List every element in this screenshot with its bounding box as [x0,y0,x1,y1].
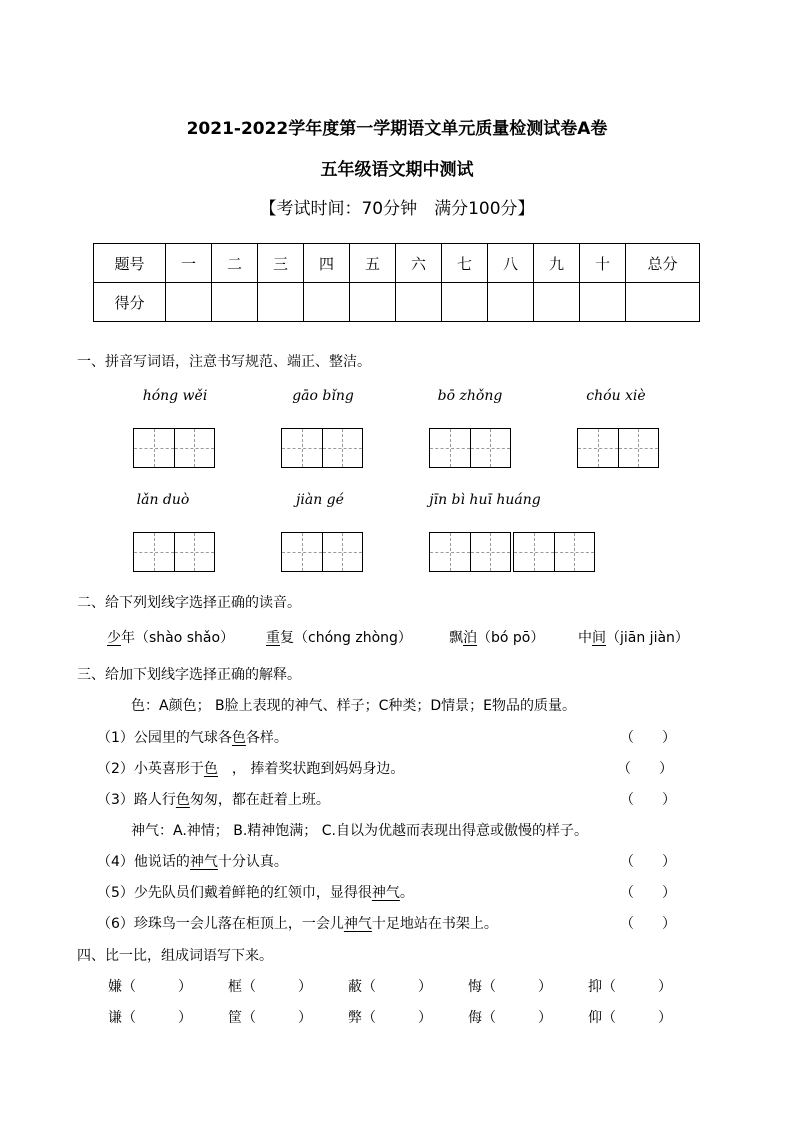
exam-subtitle: 五年级语文期中测试 [320,160,474,180]
underlined-char: 泊 [463,630,477,646]
underlined-word: 色 [175,792,190,808]
word-compare-item[interactable]: 弊（ ） [348,1010,432,1026]
word-compare-item[interactable]: 抑（ ） [588,979,672,995]
reading-item-options: （bó pō） [477,630,545,646]
answer-blank[interactable]: （ ） [620,854,676,870]
writing-grid[interactable] [429,532,511,572]
reading-item [449,627,544,647]
question-text: 十分认真。 [217,854,288,870]
reading-item-options: 复（chóng zhòng） [280,630,412,646]
score-table-cell: 六 [396,244,442,283]
pinyin-label: bō zhǒng [437,388,503,404]
exam-info: 【考试时间：70分钟 满分100分】 [259,199,535,219]
score-input-cell[interactable] [304,283,350,322]
score-table-cell: 总分 [626,244,700,283]
question-text: 。 [399,885,414,901]
reading-item-pre: 中 [578,630,592,646]
score-table-cell: 题号 [94,244,166,283]
answer-blank[interactable]: （ ） [620,916,676,932]
score-table-cell: 一 [166,244,212,283]
question-item [97,913,498,933]
score-table-cell: 八 [488,244,534,283]
question-text: 十足地站在书架上。 [371,916,498,932]
score-table-cell: 七 [442,244,488,283]
writing-grid[interactable] [577,428,659,468]
question-item [97,789,330,809]
writing-grid[interactable] [133,428,215,468]
answer-blank[interactable]: （ ） [620,730,676,746]
answer-blank[interactable]: （ ） [620,885,676,901]
underlined-char: 间 [592,630,606,646]
underlined-char: 少 [107,630,121,646]
section1-heading: 一、拼音写词语，注意书写规范、端正、整洁。 [77,354,371,370]
question-text: （6）珍珠鸟一会儿落在柜顶上，一会儿 [97,916,344,932]
word-compare-item[interactable]: 侮（ ） [468,1010,552,1026]
pinyin-label: hóng wěi [142,388,208,404]
score-table-cell: 五 [350,244,396,283]
writing-grid[interactable] [133,532,215,572]
pinyin-label: lǎn duò [136,492,190,508]
question-text: （4）他说话的 [97,854,190,870]
reading-item [107,627,234,647]
question-text: 各样。 [245,730,288,746]
question-item [97,851,288,871]
writing-grid[interactable] [429,428,511,468]
section4-heading: 四、比一比，组成词语写下来。 [77,948,273,964]
score-input-cell[interactable] [626,283,700,322]
underlined-char: 重 [266,630,280,646]
writing-grid[interactable] [513,532,595,572]
score-table-cell: 九 [534,244,580,283]
underlined-word: 神气 [371,885,400,901]
score-input-cell[interactable] [580,283,626,322]
word-compare-item[interactable]: 仰（ ） [588,1010,672,1026]
exam-title: 2021-2022学年度第一学期语文单元质量检测试卷A卷 [186,119,608,139]
question-text: 匆匆，都在赶着上班。 [189,792,330,808]
reading-item-options: （jiān jiàn） [606,630,689,646]
score-table [93,243,700,322]
pinyin-label: chóu xiè [586,388,646,404]
word-compare-item[interactable]: 谦（ ） [108,1010,192,1026]
writing-grid[interactable] [281,532,363,572]
score-table-cell: 三 [258,244,304,283]
answer-blank[interactable]: （ ） [617,761,673,777]
score-input-cell[interactable] [350,283,396,322]
score-input-cell[interactable] [166,283,212,322]
word-compare-item[interactable]: 蔽（ ） [348,979,432,995]
section3-heading: 三、给加下划线字选择正确的解释。 [77,667,301,683]
reading-item-options: 年（shào shǎo） [121,630,235,646]
reading-item-pre: 飘 [449,630,463,646]
word-compare-item[interactable]: 嫌（ ） [108,979,192,995]
score-table-score-row [94,283,700,322]
reading-item [266,627,412,647]
underlined-word: 神气 [343,916,372,932]
question-item [97,727,288,747]
score-table-cell: 四 [304,244,350,283]
score-input-cell[interactable] [534,283,580,322]
writing-grid[interactable] [281,428,363,468]
question-text: （5）少先队员们戴着鲜艳的红领巾，显得很 [97,885,372,901]
score-input-cell[interactable] [442,283,488,322]
question-item [97,758,404,778]
score-table-cell: 得分 [94,283,166,322]
question-text: （2）小英喜形于 [97,761,204,777]
pinyin-label: jiàn gé [296,492,344,508]
word-compare-item[interactable]: 框（ ） [228,979,312,995]
definition-shenqi: 神气：A.神情； B.精神饱满； C.自以为优越而表现出得意或傲慢的样子。 [131,823,588,839]
word-compare-item[interactable]: 筐（ ） [228,1010,312,1026]
score-input-cell[interactable] [396,283,442,322]
score-table-cell: 十 [580,244,626,283]
answer-blank[interactable]: （ ） [620,792,676,808]
pinyin-label: jīn bì huī huáng [429,492,541,508]
word-compare-item[interactable]: 悔（ ） [468,979,552,995]
score-input-cell[interactable] [212,283,258,322]
definition-se: 色：A颜色； B脸上表现的神气、样子；C种类；D情景；E物品的质量。 [131,698,577,714]
underlined-word: 神气 [189,854,218,870]
score-table-header-row [94,244,700,283]
question-item [97,882,414,902]
underlined-word: 色 [203,761,218,777]
question-text: ， 捧着奖状跑到妈妈身边。 [217,761,405,777]
score-table-cell: 二 [212,244,258,283]
question-text: （3）路人行 [97,792,176,808]
pinyin-label: gāo bǐng [292,388,354,404]
reading-item [578,627,689,647]
score-input-cell[interactable] [488,283,534,322]
question-text: （1）公园里的气球各 [97,730,232,746]
score-input-cell[interactable] [258,283,304,322]
underlined-word: 色 [231,730,246,746]
section2-heading: 二、给下列划线字选择正确的读音。 [77,595,301,611]
